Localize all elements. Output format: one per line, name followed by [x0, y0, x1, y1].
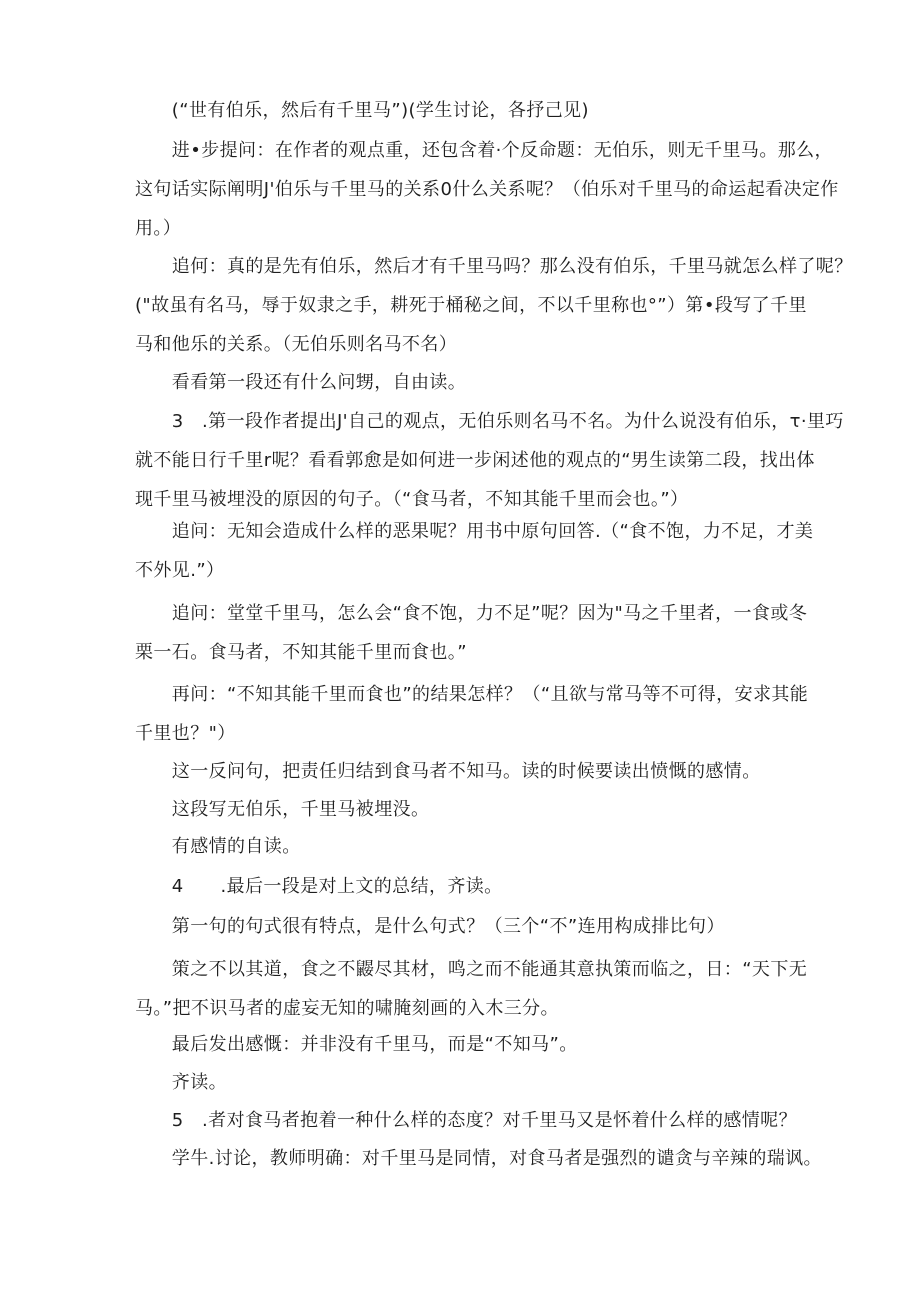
- paragraph-15: [135, 1025, 795, 1064]
- paragraph-2: [135, 131, 839, 248]
- paragraph-16: [135, 1063, 795, 1102]
- text-line: 追问：堂堂千里马，怎么会“食不饱，力不足”呢？因为"马之千里者，一食或冬: [135, 603, 808, 624]
- paragraph-13: [135, 907, 795, 946]
- text-line: 这一反问句，把责任归结到食马者不知马。读的时候要读出愤慨的感情。: [135, 761, 761, 782]
- text-line: 栗一石。食马者，不知其能千里而食也。”: [135, 642, 467, 663]
- text-line: 最后发出感慨：并非没有千里马，而是“不知马”。: [135, 1034, 578, 1055]
- paragraph-4: [135, 363, 795, 402]
- paragraph-1: [135, 91, 795, 130]
- paragraph-3: [135, 247, 853, 364]
- text-line: 千里也？"）: [135, 723, 236, 744]
- paragraph-6: [135, 512, 814, 590]
- paragraph-7: [135, 594, 808, 672]
- text-line: 有感情的自读。: [135, 836, 301, 857]
- text-line: 这段写无伯乐，千里马被埋没。: [135, 799, 430, 820]
- paragraph-14: [135, 950, 808, 1028]
- text-line: 看看第一段还有什么问甥，自由读。: [135, 372, 467, 393]
- text-line: 就不能日行千里r呢？看看郭愈是如何进一步闲述他的观点的“男生读第二段，找出体: [135, 450, 815, 471]
- text-line: 马。”把不识马者的虚妄无知的啸腌刻画的入木三分。: [135, 998, 559, 1019]
- paragraph-5: [135, 402, 844, 519]
- paragraph-11: [135, 827, 795, 866]
- paragraph-12: [135, 867, 795, 906]
- text-line: 进•步提问：在作者的观点重，还包含着·个反命题：无伯乐，则无千里马。那么，: [135, 140, 833, 161]
- text-line: 用。）: [135, 218, 182, 239]
- text-line: 现千里马被埋没的原因的句子。（“食马者，不知其能千里而会也。”）: [135, 489, 689, 510]
- paragraph-18: [135, 1139, 822, 1178]
- text-line: 学牛.讨论，教师明确：对千里马是同情，对食马者是强烈的谴贪与辛辣的瑞讽。: [135, 1148, 822, 1169]
- text-line: 不外见.”）: [135, 560, 225, 581]
- paragraph-17: [135, 1101, 795, 1140]
- paragraph-10: [135, 790, 795, 829]
- text-line: 策之不以其道，食之不鼹尽其材，鸣之而不能通其意执策而临之，日：“天下无: [135, 959, 808, 980]
- text-line: 追问：无知会造成什么样的恶果呢？用书中原句回答.（“食不饱，力不足，才美: [135, 521, 814, 542]
- text-line: 追何：真的是先有伯乐，然后才有千里马吗？那么没有伯乐，千里马就怎么样了呢？: [135, 256, 853, 277]
- paragraph-8: [135, 675, 809, 753]
- text-line: 4 .最后一段是对上文的总结，齐读。: [135, 876, 503, 897]
- text-line: 5 .者对食马者抱着一种什么样的态度？对千里马又是怀着什么样的感情呢？: [135, 1110, 797, 1131]
- text-line: 这句话实际阐明J'伯乐与千里马的关系0什么关系呢？（伯乐对千里马的命运起看决定作: [135, 179, 839, 200]
- text-line: 3 .第一段作者提出J'自己的观点，无伯乐则名马不名。为什么说没有伯乐，τ·里巧: [135, 411, 844, 432]
- text-line: 再问：“不知其能千里而食也”的结果怎样？（“且欲与常马等不可得，安求其能: [135, 684, 809, 705]
- text-line: (“世有伯乐，然后有千里马”)(学生讨论，各抒己见): [135, 100, 589, 121]
- text-line: 齐读。: [135, 1072, 227, 1093]
- text-line: 第一句的句式很有特点，是什么句式？（三个“不”连用构成排比句）: [135, 916, 725, 937]
- text-line: 马和他乐的关系。（无伯乐则名马不名）: [135, 334, 458, 355]
- text-line: ("故虽有名马，辱于奴隶之手，耕死于桶秘之间，不以千里称也°”）第•段写了千里: [135, 295, 807, 316]
- paragraph-9: [135, 752, 795, 791]
